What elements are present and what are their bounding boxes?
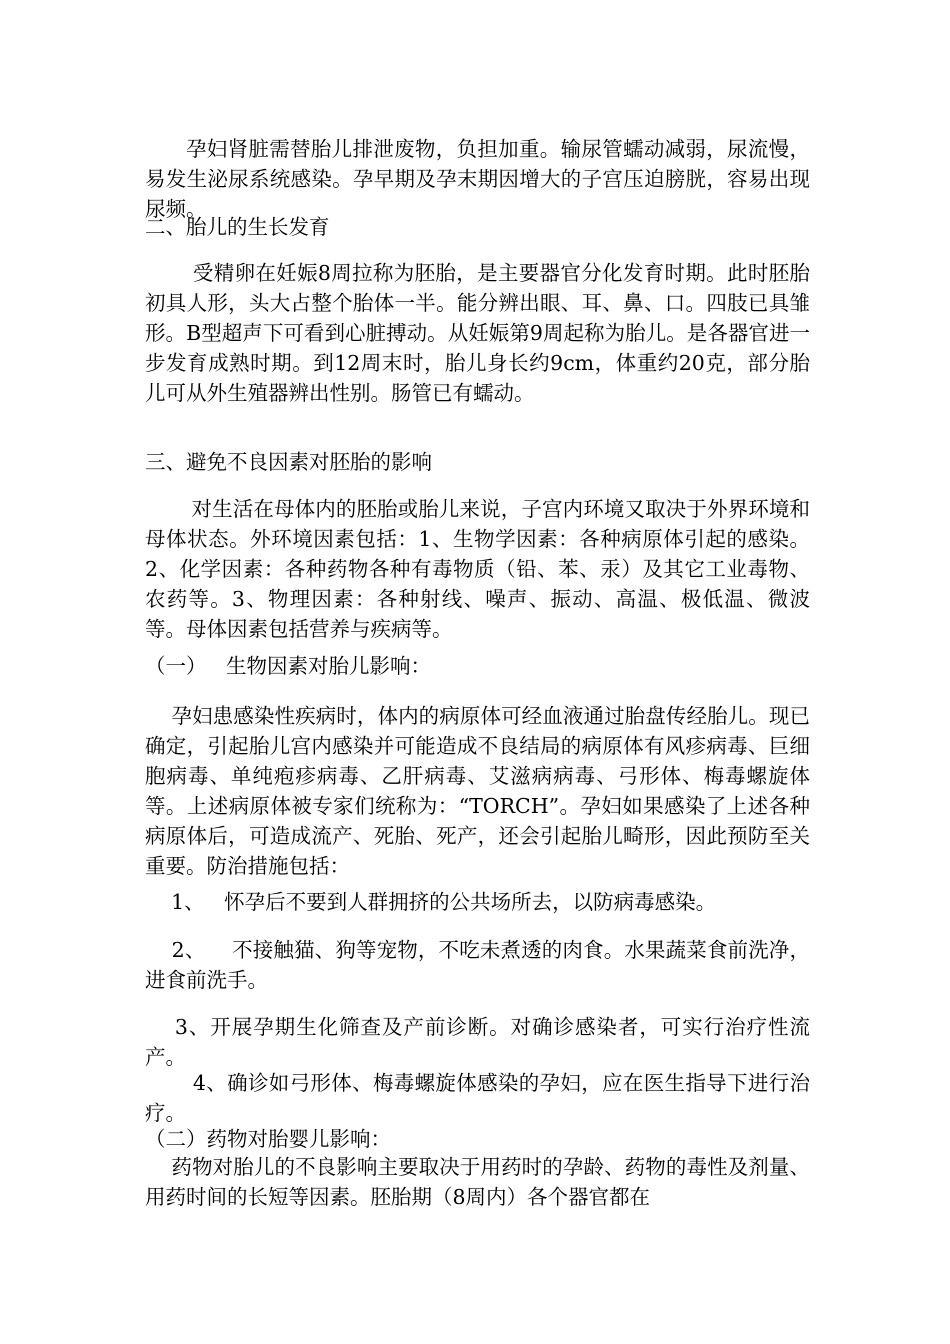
list-item-3: 3、开展孕期生化筛查及产前诊断。对确诊感染者，可实行治疗性流产。 xyxy=(145,1015,810,1069)
paragraph-drug-effects: 药物对胎儿的不良影响主要取决于用药时的孕龄、药物的毒性及剂量、用药时间的长短等因素。胚胎期（8周内）各个器官都在 xyxy=(145,1155,810,1209)
list-item-2: 2、 不接触猫、狗等宠物，不吃未煮透的肉食。水果蔬菜食前洗净，进食前洗手。 xyxy=(145,938,810,992)
list-item-1: 1、 怀孕后不要到人群拥挤的公共场所去，以防病毒感染。 xyxy=(145,890,717,914)
heading-fetal-growth: 二、胎儿的生长发育 xyxy=(145,215,330,239)
list-item-4: 4、确诊如弓形体、梅毒螺旋体感染的孕妇，应在医生指导下进行治疗。 xyxy=(145,1071,810,1125)
heading-drug-effects: （二）药物对胎婴儿影响： xyxy=(145,1127,391,1151)
heading-biological-factors: （一） 生物因素对胎儿影响： xyxy=(145,654,432,678)
heading-avoid-factors: 三、避免不良因素对胚胎的影响 xyxy=(145,450,432,474)
paragraph-fetal-growth: 受精卵在妊娠8周拉称为胚胎，是主要器官分化发育时期。此时胚胎初具人形，头大占整个胎体一半。能分辨出眼、耳、鼻、口。四肢已具雏形。B型超声下可看到心脏搏动。从妊娠第9周起称为胎儿。是各器官进一步发育成熟时期。到12周末时，胎儿身长约9cm，体重约20克，部分胎儿可从外生殖器辨出性别。肠管已有蠕动。 xyxy=(145,261,810,405)
paragraph-biological-factors: 孕妇患感染性疾病时，体内的病原体可经血液通过胎盘传经胎儿。现已确定，引起胎儿宫内感染并可能造成不良结局的病原体有风疹病毒、巨细胞病毒、单纯疱疹病毒、乙肝病毒、艾滋病病毒、弓形体、梅毒螺旋体等。上述病原体被专家们统称为：“TORCH”。孕妇如果感染了上述各种病原体后，可造成流产、死胎、死产，还会引起胎儿畸形，因此预防至关重要。防治措施包括： xyxy=(145,704,810,878)
paragraph-avoid-factors: 对生活在母体内的胚胎或胎儿来说，子宫内环境又取决于外界环境和母体状态。外环境因素包括：1、生物学因素：各种病原体引起的感染。2、化学因素：各种药物各种有毒物质（铅、苯、汞）及其它工业毒物、农药等。3、物理因素：各种射线、噪声、振动、高温、极低温、微波等。母体因素包括营养与疾病等。 xyxy=(145,497,810,641)
paragraph-kidney: 孕妇肾脏需替胎儿排泄废物，负担加重。输尿管蠕动减弱，尿流慢，易发生泌尿系统感染。孕早期及孕末期因增大的子宫压迫膀胱，容易出现尿频。 xyxy=(145,137,810,221)
